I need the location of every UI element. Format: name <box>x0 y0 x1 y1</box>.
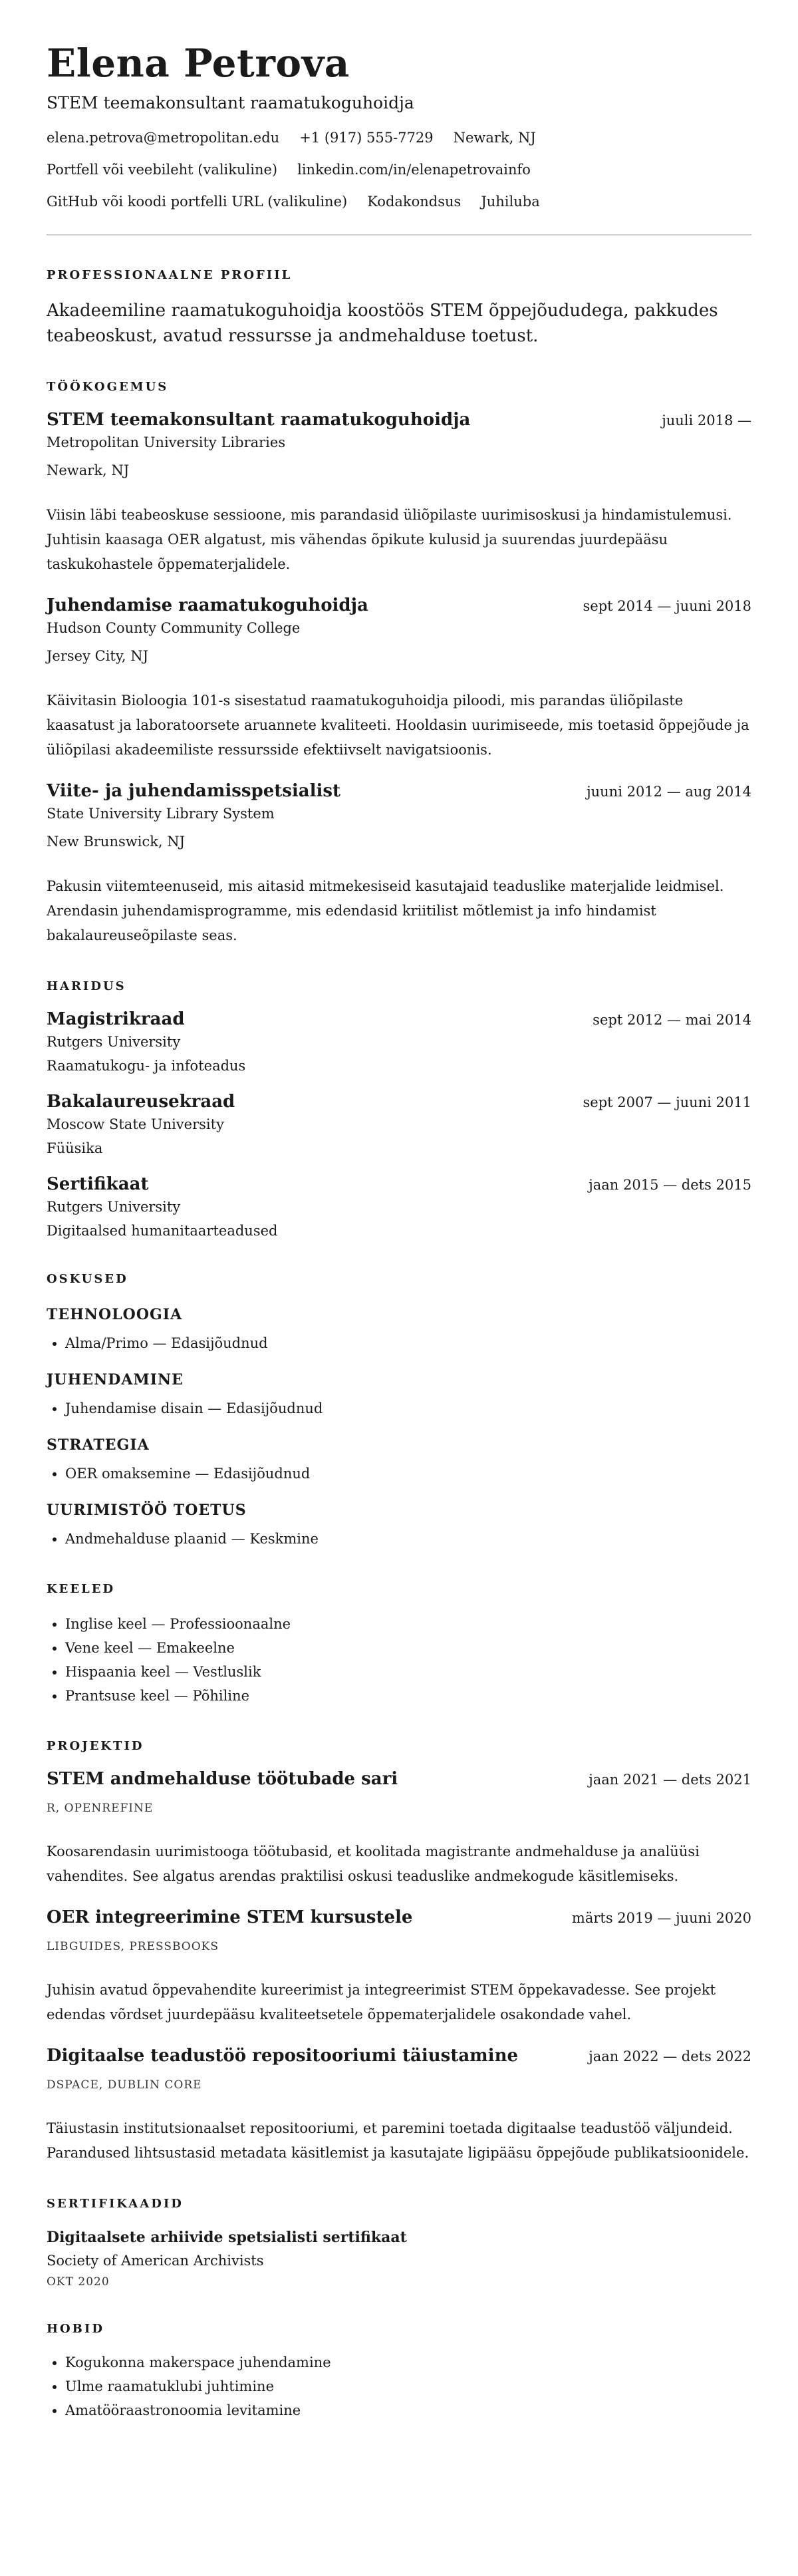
project-description: Täiustasin institutsionaalset repositooriumi, et paremini toetada digitaalse teadustöö väljundeid. Parandused lihtsustasid metadata käsitlemist ja kasutajate ligipääsu õppejõude publikatsioonidele. <box>47 2120 749 2161</box>
section-title-education: HARIDUS <box>47 979 126 993</box>
hobby-item: • Ulme raamatuklubi juhtimine <box>65 2374 751 2398</box>
job-title: Juhendamise raamatukoguhoidja <box>47 595 368 615</box>
job-entry <box>47 594 751 762</box>
resume-header <box>47 40 751 212</box>
job-entry <box>47 408 751 577</box>
certification-issuer: Society of American Archivists <box>47 2253 264 2269</box>
project-date: jaan 2022 — dets 2022 <box>589 2048 751 2064</box>
job-description: Käivitasin Bioloogia 101-s sisestatud raamatukoguhoidja piloodi, mis parandas üliõpilaste kaasatust ja laboratoorsete aruannete kvaliteeti. Hooldasin uurimiseede, mis toetasid õppejõude ja üliõpilasi akadeemiliste ressursside efektiivselt navigatsioonis. <box>47 693 749 758</box>
job-location: New Brunswick, NJ <box>47 834 186 850</box>
skill-category: TEHNOLOOGIA <box>47 1306 183 1323</box>
education-degree: Sertifikaat <box>47 1174 149 1194</box>
projects-section <box>47 1738 751 2166</box>
skill-group <box>47 1305 751 1355</box>
job-entry <box>47 780 751 948</box>
skill-category: STRATEGIA <box>47 1436 150 1454</box>
project-entry <box>47 1906 751 2027</box>
section-title-hobbies: HOBID <box>47 2322 104 2336</box>
skill-group <box>47 1435 751 1486</box>
project-tech: DSPACE, DUBLIN CORE <box>47 2078 202 2092</box>
education-field: Raamatukogu- ja infoteadus <box>47 1058 246 1074</box>
language-item: • Inglise keel — Professioonaalne <box>65 1612 751 1636</box>
education-date: jaan 2015 — dets 2015 <box>589 1177 751 1193</box>
project-description: Juhisin avatud õppevahendite kureerimist ja integreerimist STEM õppekavadesse. See projekt edendas võrdset juurdepääsu kvaliteetsetele õppematerjalidele osakondade vahel. <box>47 1982 716 2022</box>
contact-email[interactable]: elena.petrova@metropolitan.edu <box>47 130 280 146</box>
education-degree: Magistrikraad <box>47 1009 185 1029</box>
certification-date: OKT 2020 <box>47 2275 110 2289</box>
education-school: Rutgers University <box>47 1034 181 1050</box>
job-organization: Metropolitan University Libraries <box>47 434 286 450</box>
project-entry <box>47 2044 751 2166</box>
job-date: sept 2014 — juuni 2018 <box>583 598 751 614</box>
section-title-skills: OSKUSED <box>47 1272 128 1286</box>
education-date: sept 2007 — juuni 2011 <box>583 1094 751 1110</box>
contact-phone[interactable]: +1 (917) 555-7729 <box>299 130 434 146</box>
project-entry <box>47 1768 751 1889</box>
job-organization: Hudson County Community College <box>47 620 301 636</box>
profile-section <box>47 267 751 349</box>
skills-section <box>47 1271 751 1551</box>
languages-section <box>47 1581 751 1708</box>
project-date: märts 2019 — juuni 2020 <box>571 1910 751 1926</box>
job-date: juuni 2012 — aug 2014 <box>587 784 751 800</box>
section-title-certifications: SERTIFIKAADID <box>47 2197 184 2211</box>
education-entry <box>47 1173 751 1241</box>
education-entry <box>47 1090 751 1158</box>
profile-text: Akadeemiline raamatukoguhoidja koostöös STEM õppejõududega, pakkudes teabeoskust, avatud ressursse ja andmehalduse toetust. <box>47 301 718 346</box>
certification-name: Digitaalsete arhiivide spetsialisti sertifikaat <box>47 2229 407 2246</box>
job-date: juuli 2018 — <box>662 412 751 428</box>
contact-citizenship: Kodakondsus <box>367 194 462 210</box>
skill-group <box>47 1500 751 1551</box>
contact-linkedin[interactable]: linkedin.com/in/elenapetrovainfo <box>297 162 531 178</box>
education-field: Füüsika <box>47 1140 103 1156</box>
education-degree: Bakalaureusekraad <box>47 1092 235 1112</box>
skill-group <box>47 1370 751 1420</box>
contact-github: GitHub või koodi portfelli URL (valikuline) <box>47 194 348 210</box>
education-section <box>47 979 751 1241</box>
language-item: • Prantsuse keel — Põhiline <box>65 1684 751 1708</box>
language-item: • Vene keel — Emakeelne <box>65 1636 751 1660</box>
certification-entry <box>47 2227 751 2291</box>
contact-row-3 <box>47 192 751 212</box>
project-tech: LIBGUIDES, PRESSBOOKS <box>47 1940 219 1953</box>
skill-category: JUHENDAMINE <box>47 1371 184 1388</box>
education-field: Digitaalsed humanitaarteadused <box>47 1223 278 1239</box>
job-title: Viite- ja juhendamisspetsialist <box>47 781 341 801</box>
contact-portfolio: Portfell või veebileht (valikuline) <box>47 162 278 178</box>
job-location: Newark, NJ <box>47 462 130 478</box>
job-description: Pakusin viitemteenuseid, mis aitasid mitmekesiseid kasutajaid teaduslike materjalide leidmisel. Arendasin juhendamisprogramme, mis edendasid kriitilist mõtlemist ja info hindamist bakalaureuseõpilaste seas. <box>47 878 724 943</box>
candidate-headline: STEM teemakonsultant raamatukoguhoidja <box>47 93 414 112</box>
job-description: Viisin läbi teabeoskuse sessioone, mis parandasid üliõpilaste uurimisoskusi ja hindamistulemusi. Juhtisin kaasaga OER algatust, mis vähendas õpikute kulusid ja suurendas juurdepääsu taskukohastele õppematerjalidele. <box>47 507 732 572</box>
hobby-item: • Kogukonna makerspace juhendamine <box>65 2350 751 2374</box>
education-entry <box>47 1008 751 1076</box>
hobbies-section <box>47 2321 751 2422</box>
contact-drivers-license: Juhiluba <box>481 194 540 210</box>
section-title-work: TÖÖKOGEMUS <box>47 380 169 394</box>
section-title-languages: KEELED <box>47 1582 116 1596</box>
project-title: STEM andmehalduse töötubade sari <box>47 1769 398 1789</box>
project-tech: R, OPENREFINE <box>47 1802 154 1815</box>
job-title: STEM teemakonsultant raamatukoguhoidja <box>47 410 471 430</box>
project-title: Digitaalse teadustöö repositooriumi täiustamine <box>47 2046 519 2066</box>
skill-item: • Andmehalduse plaanid — Keskmine <box>65 1527 751 1551</box>
contact-row-2 <box>47 160 751 180</box>
candidate-name: Elena Petrova <box>47 41 350 86</box>
section-title-profile: PROFESSIONAALNE PROFIIL <box>47 268 293 282</box>
header-divider <box>47 234 751 236</box>
hobby-item: • Amatööraastronoomia levitamine <box>65 2398 751 2422</box>
project-description: Koosarendasin uurimistooga töötubasid, et koolitada magistrante andmehalduse ja analüüsi vahendites. See algatus arendas praktilisi oskusi teaduslike andmekogude käsitlemiseks. <box>47 1844 700 1884</box>
contact-location: Newark, NJ <box>453 130 536 146</box>
education-school: Moscow State University <box>47 1116 224 1132</box>
project-date: jaan 2021 — dets 2021 <box>589 1772 751 1788</box>
certifications-section <box>47 2196 751 2291</box>
project-title: OER integreerimine STEM kursustele <box>47 1907 413 1927</box>
skill-category: UURIMISTÖÖ TOETUS <box>47 1502 247 1519</box>
skill-item: • OER omaksemine — Edasijõudnud <box>65 1462 751 1486</box>
skill-item: • Alma/Primo — Edasijõudnud <box>65 1331 751 1355</box>
section-title-projects: PROJEKTID <box>47 1739 144 1753</box>
education-school: Rutgers University <box>47 1199 181 1215</box>
work-section <box>47 379 751 948</box>
language-item: • Hispaania keel — Vestluslik <box>65 1660 751 1684</box>
contact-row-1 <box>47 128 751 148</box>
job-organization: State University Library System <box>47 806 275 822</box>
skill-item: • Juhendamise disain — Edasijõudnud <box>65 1396 751 1420</box>
job-location: Jersey City, NJ <box>47 648 149 664</box>
education-date: sept 2012 — mai 2014 <box>593 1012 751 1028</box>
